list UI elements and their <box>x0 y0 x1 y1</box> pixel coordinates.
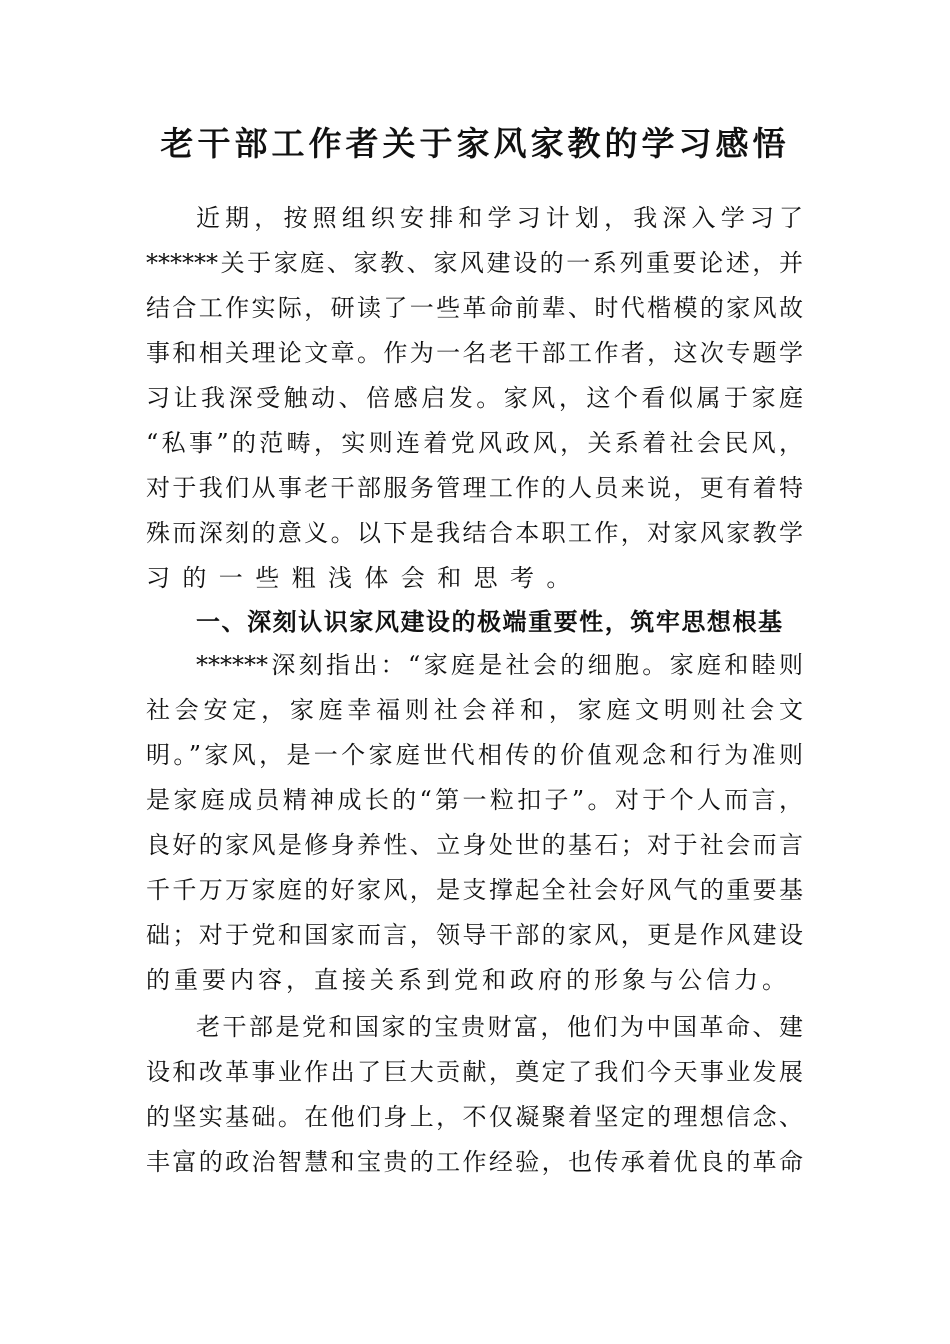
text-line: 是家庭成员精神成长的“第一粒扣子”。对于个人而言， <box>146 786 803 814</box>
text-line: 设和改革事业作出了巨大贡献，奠定了我们今天事业发展 <box>146 1058 803 1086</box>
text-line: 习的一些粗浅体会和思考。 <box>146 564 583 592</box>
text-line: 老干部是党和国家的宝贵财富，他们为中国革命、建 <box>196 1013 803 1041</box>
text-line: 对于我们从事老干部服务管理工作的人员来说，更有着特 <box>146 474 803 502</box>
text-line: 习让我深受触动、倍感启发。家风，这个看似属于家庭 <box>146 384 803 412</box>
text-line: 丰富的政治智慧和宝贵的工作经验，也传承着优良的革命 <box>146 1148 803 1176</box>
text-line: 良好的家风是修身养性、立身处世的基石；对于社会而言 <box>146 831 803 859</box>
section-heading: 一、深刻认识家风建设的极端重要性，筑牢思想根基 <box>196 608 782 636</box>
text-line: 结合工作实际，研读了一些革命前辈、时代楷模的家风故 <box>146 294 803 322</box>
text-line: 的重要内容，直接关系到党和政府的形象与公信力。 <box>146 966 790 994</box>
document-title: 老干部工作者关于家风家教的学习感悟 <box>160 124 790 163</box>
text-line: 的坚实基础。在他们身上，不仅凝聚着坚定的理想信念、 <box>146 1103 803 1131</box>
text-line: 础；对于党和国家而言，领导干部的家风，更是作风建设 <box>146 921 803 949</box>
text-line: 事和相关理论文章。作为一名老干部工作者，这次专题学 <box>146 339 803 367</box>
text-line: 社会安定，家庭幸福则社会祥和，家庭文明则社会文 <box>146 696 803 724</box>
text-line: “私事”的范畴，实则连着党风政风，关系着社会民风， <box>146 429 803 457</box>
text-line: 明。”家风，是一个家庭世代相传的价值观念和行为准则 <box>146 741 803 769</box>
text-line: 殊而深刻的意义。以下是我结合本职工作，对家风家教学 <box>146 519 803 547</box>
text-line: 近期，按照组织安排和学习计划，我深入学习了 <box>196 204 803 232</box>
text-line: ******深刻指出：“家庭是社会的细胞。家庭和睦则 <box>196 651 803 679</box>
text-line: ******关于家庭、家教、家风建设的一系列重要论述，并 <box>146 249 803 277</box>
text-line: 千千万万家庭的好家风，是支撑起全社会好风气的重要基 <box>146 876 803 904</box>
